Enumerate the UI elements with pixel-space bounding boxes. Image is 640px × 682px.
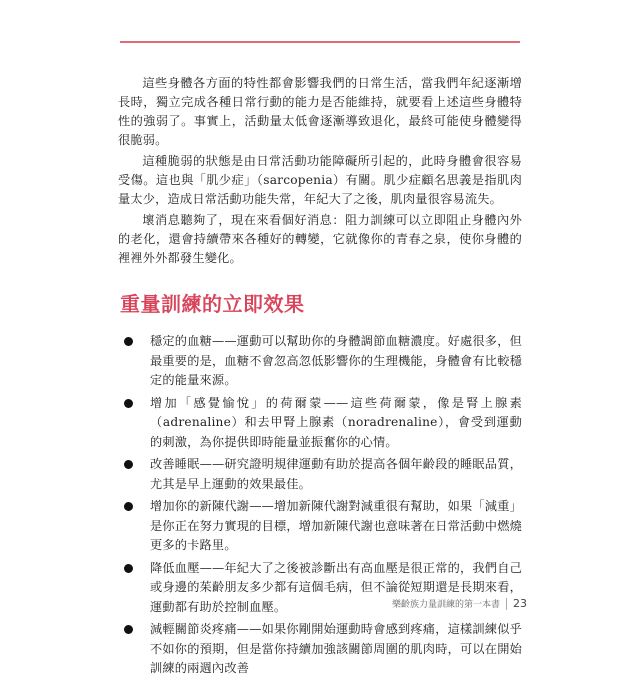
list-item-text: 降低血壓——年紀大了之後被診斷出有高血壓是很正常的，我們自己或身邊的茱齡朋友多少都有這個毛病，但不論從短期還是長期來看，運動都有助於控制血壓。 [150,560,522,614]
page-number: 23 [513,597,528,610]
list-item-text: 減輕關節炎疼痛——如果你剛開始運動時會感到疼痛，這樣訓練似乎不如你的預期，但是當你持續加強該關節周圍的肌肉時，可以在開始訓練的兩週內改善 [150,622,522,675]
bullet-icon [124,625,133,634]
benefit-list [118,332,522,679]
bullet-icon [124,337,133,346]
page-footer [392,597,538,610]
list-item [118,455,522,494]
header-rule [120,41,520,43]
bullet-icon [124,399,133,408]
body-paragraph: 壞消息聽夠了，現在來看個好消息：阻力訓練可以立即阻止身體內外的老化，還會持續帶來各種好的轉變，它就像你的青春之泉，使你身體的裡裡外外都發生變化。 [118,213,522,265]
list-item-text: 增加你的新陳代謝——增加新陳代謝對減重很有幫助，如果「減重」是你正在努力實現的目標，增加新陳代謝也意味著在日常活動中燃燒更多的卡路里。 [150,499,522,552]
section-title: 重量訓練的立即效果 [120,292,305,316]
list-item-text: 改善睡眠——研究證明規律運動有助於提高各個年齡段的睡眠品質，尤其是早上運動的效果最佳。 [150,457,522,491]
list-item-text: 增加「感覺愉悅」的荷爾蒙——這些荷爾蒙，像是腎上腺素（adrenaline）和去甲腎上腺素（noradrenaline），會受到運動的刺激，為你提供即時能量並振奮你的心情。 [150,395,522,449]
footer-divider [506,598,507,610]
running-title: 樂齡族力量訓練的第一本書 [392,600,501,610]
list-item [118,394,522,453]
list-item-text: 穩定的血糖——運動可以幫助你的身體調節血糖濃度。好處很多，但最重要的是，血糖不會忽高忽低影響你的生理機能，身體會有比較穩定的能量來源。 [150,334,522,387]
page-body [118,74,522,682]
bullet-icon [124,502,133,511]
list-item [118,332,522,391]
body-paragraph: 這種脆弱的狀態是由日常活動功能障礙所引起的，此時身體會很容易受傷。這也與「肌少症」（sarcopenia）有關。肌少症顧名思義是指肌肉量太少，造成日常活動功能失常，年紀大了之後，肌肉量很容易流失。 [118,154,522,206]
list-item [118,620,522,679]
list-item [118,497,522,556]
bullet-icon [124,564,133,573]
body-paragraph: 這些身體各方面的特性都會影響我們的日常生活，當我們年紀逐漸增長時，獨立完成各種日常行動的能力是否能維持，就要看上述這些身體特性的強弱了。事實上，活動量太低會逐漸導致退化，最終可能使身體變得很脆弱。 [118,76,522,147]
bullet-icon [124,460,133,469]
